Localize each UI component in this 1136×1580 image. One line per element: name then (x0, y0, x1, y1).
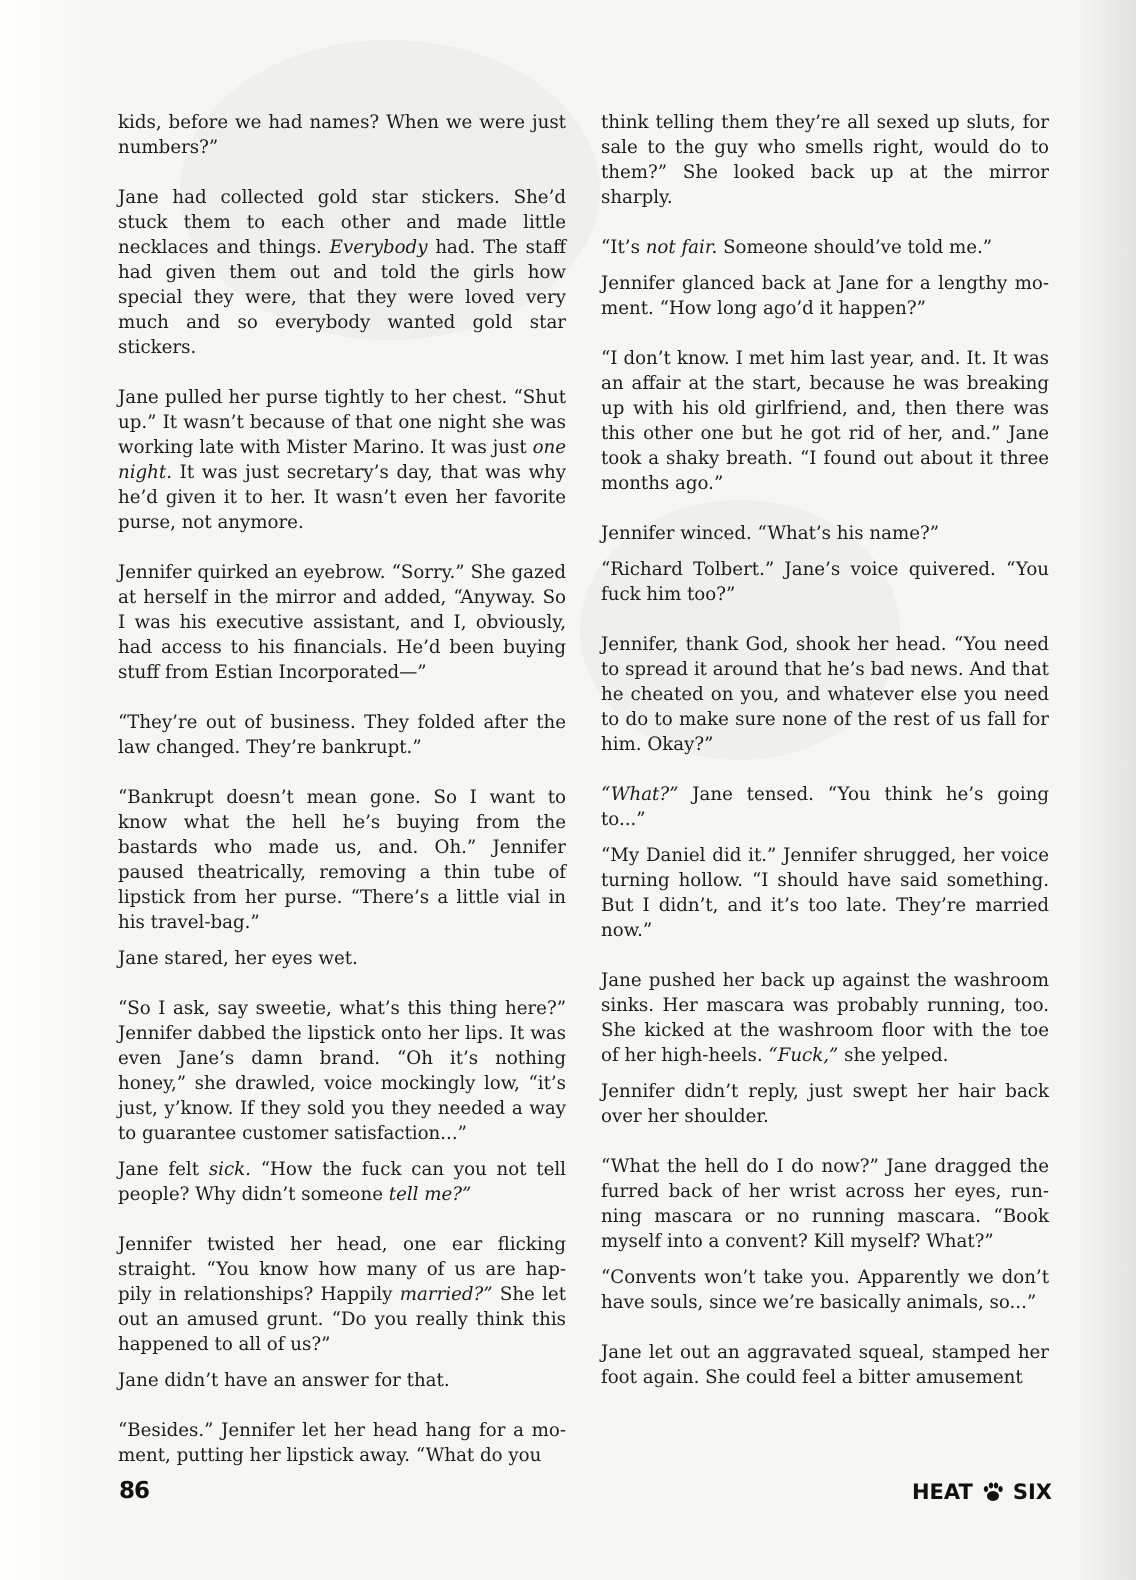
paragraph: “So I ask, say sweetie, what’s this thing here?” Jennifer dabbed the lipstick onto her lips. It was even Jane’s damn brand. “Oh it’s nothing honey,” she drawled, voice mockingly low, “it’s just, y’know. If they sold you they needed a way to guarantee customer satisfaction...” (118, 998, 566, 1144)
paragraph: Jane pulled her purse tightly to her chest. “Shut up.” It wasn’t because of that one night she was working late with Mister Marino. It was just one night. It was just secretary’s day, that was why he’d given it to her. It wasn’t even her favorite purse, not anymore. (118, 387, 566, 533)
paragraph: Jane pushed her back up against the washroom sinks. Her mascara was probably running, too. She kicked at the washroom floor with the toe of her high-heels. “Fuck,” she yelped. (601, 970, 1049, 1066)
paragraph: Jennifer, thank God, shook her head. “You need to spread it around that he’s bad news. And that he cheated on you, and whatever else you need to do to make sure none of the rest of us fall for him. Okay?” (601, 634, 1049, 755)
paragraph: Jennifer glanced back at Jane for a lengthy mo-ment. “How long ago’d it happen?” (601, 273, 1049, 319)
page-margin-shading (0, 0, 95, 1580)
paragraph: Jane let out an aggravated squeal, stamped her foot again. She could feel a bitter amusement (601, 1342, 1049, 1388)
paragraph: Jennifer didn’t reply, just swept her hair back over her shoulder. (601, 1081, 1049, 1127)
page-number: 86 (119, 1478, 150, 1504)
paragraph: “What the hell do I do now?” Jane dragged the furred back of her wrist across her eyes, run-ning mascara or no running mascara. “Book myself into a convent? Kill myself? What?” (601, 1156, 1049, 1252)
paragraph: kids, before we had names? When we were just numbers?” (118, 112, 566, 158)
paragraph: Jennifer twisted her head, one ear flicking straight. “You know how many of us are hap-pily in relationships? Happily married?” She let out an amused grunt. “Do you really think this happened to all of us?” (118, 1234, 567, 1355)
paragraph: “They’re out of business. They folded after the law changed. They’re bankrupt.” (118, 712, 566, 758)
paragraph: “What?” Jane tensed. “You think he’s going to...” (601, 784, 1049, 830)
paragraph: Jane had collected gold star stickers. She’d stuck them to each other and made little necklaces and things. Everybody had. The staff had given them out and told the girls how special they were, that they were loved very much and so everybody wanted gold star stickers. (118, 187, 566, 358)
page-spine-shading (1076, 0, 1136, 1580)
paragraph: Jennifer winced. “What’s his name?” (601, 523, 940, 544)
paragraph: “Besides.” Jennifer let her head hang for a mo-ment, putting her lipstick away. “What do you (118, 1420, 566, 1466)
paragraph: “Richard Tolbert.” Jane’s voice quivered. “You fuck him too?” (601, 559, 1049, 605)
paragraph: “Convents won’t take you. Apparently we don’t have souls, since we’re basically animals, so...” (601, 1267, 1049, 1313)
paragraph: “It’s not fair. Someone should’ve told me.” (601, 237, 993, 258)
paragraph: “I don’t know. I met him last year, and. It. It was an affair at the start, because he was breaking up with his old girlfriend, and, then there was this other one but he got rid of her, and.” Jane took a shaky breath. “I found out about it three months ago.” (601, 348, 1049, 494)
paragraph: think telling them they’re all sexed up sluts, for sale to the guy who smells right, would do to them?” She looked back up at the mirror sharply. (601, 112, 1049, 208)
paragraph: “My Daniel did it.” Jennifer shrugged, her voice turning hollow. “I should have said something. But I didn’t, and it’s too late. They’re married now.” (601, 845, 1049, 941)
paw-print-icon (982, 1481, 1004, 1503)
paragraph: Jennifer quirked an eyebrow. “Sorry.” She gazed at herself in the mirror and added, “Anyway. So I was his executive assistant, and I, obviously, had access to his financials. He’d been buying stuff from Estian Incorporated—” (118, 562, 566, 683)
paragraph: Jane stared, her eyes wet. (118, 948, 358, 969)
paragraph: Jane didn’t have an answer for that. (118, 1370, 450, 1391)
right-text-column (601, 110, 1049, 1390)
left-text-column (118, 110, 566, 1468)
magazine-title-right: SIX (1012, 1480, 1052, 1504)
magazine-title (912, 1480, 1052, 1504)
paragraph: Jane felt sick. “How the fuck can you not tell people? Why didn’t someone tell me?” (118, 1159, 566, 1205)
magazine-title-left: HEAT (911, 1480, 973, 1504)
paragraph: “Bankrupt doesn’t mean gone. So I want to know what the hell he’s buying from the bastards who made us, and. Oh.” Jennifer paused theatrically, removing a thin tube of lipstick from her purse. “There’s a little vial in his travel-bag.” (118, 787, 566, 933)
